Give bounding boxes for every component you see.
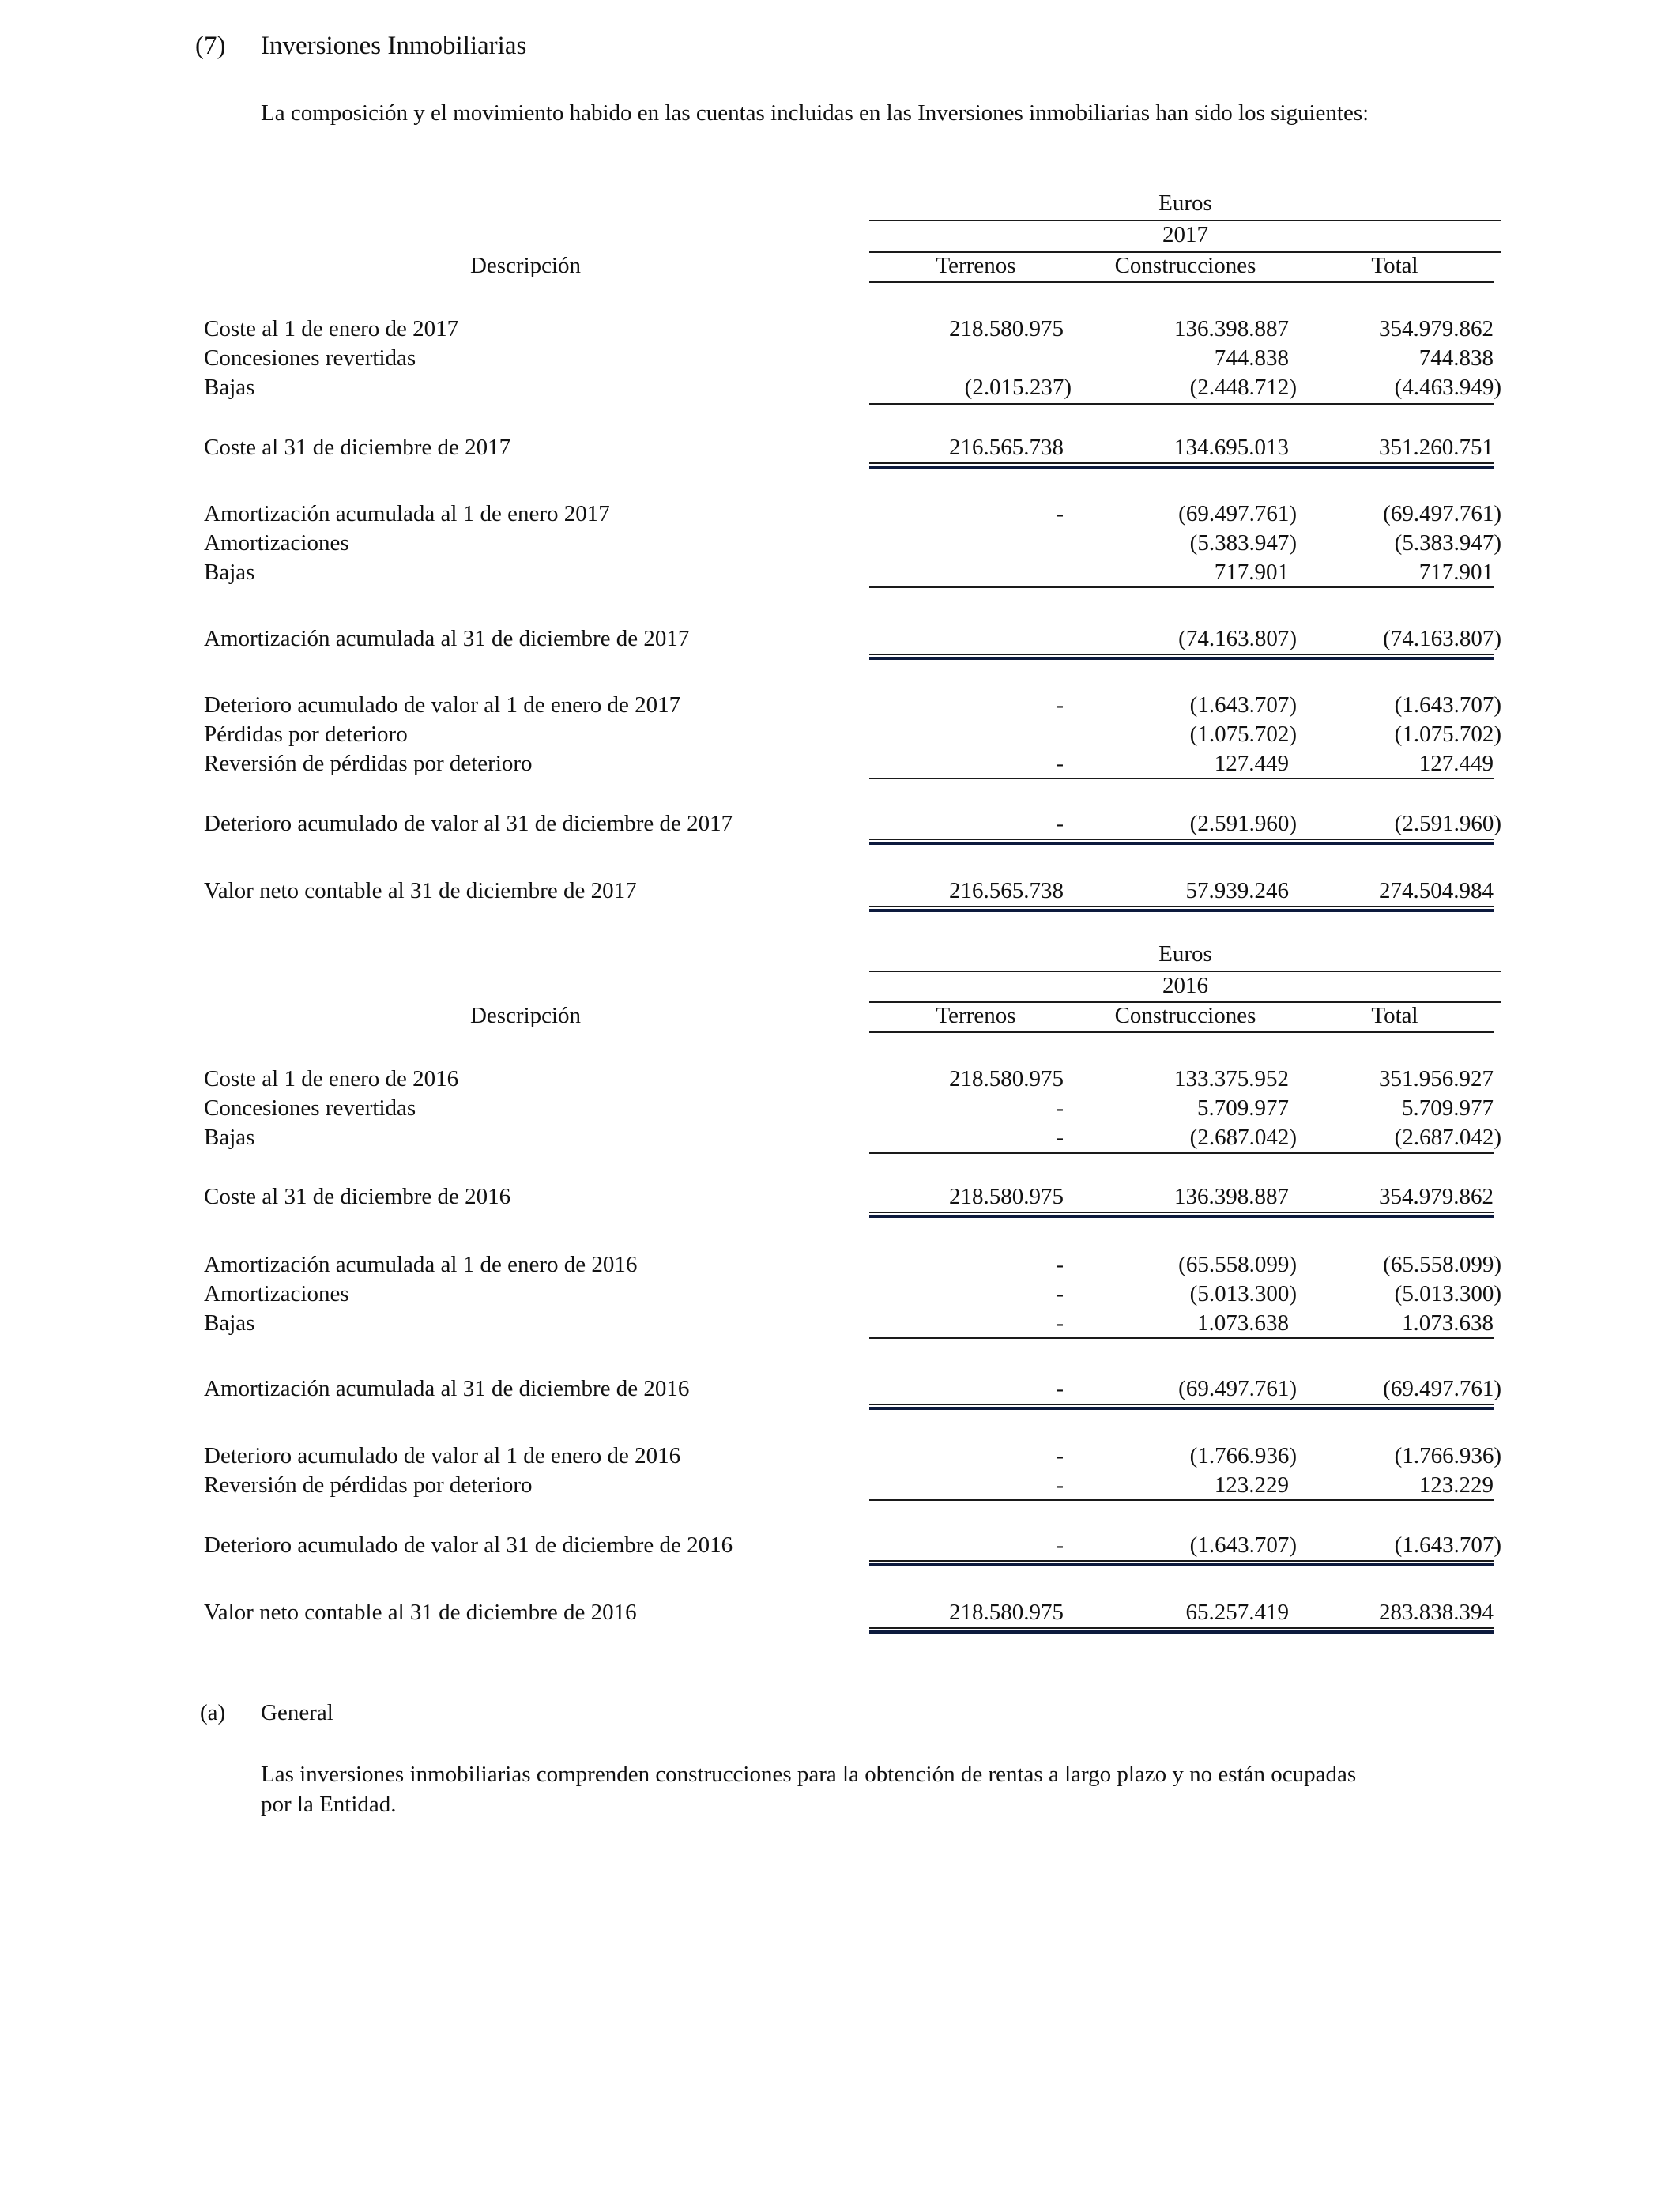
table-row: [0, 1281, 1680, 1311]
cell-total: 123.229: [1418, 1472, 1494, 1498]
cell-total: 127.449: [1418, 751, 1494, 776]
year-header: 2017: [1162, 222, 1208, 247]
cell-terrenos: -: [1056, 1252, 1064, 1277]
cell-terrenos: 218.580.975: [949, 1066, 1064, 1091]
cell-total: (2.591.960): [1394, 811, 1501, 836]
cell-total: (5.383.947): [1394, 530, 1501, 556]
table-row: [0, 1184, 1680, 1214]
cell-construcciones: 65.257.419: [1185, 1600, 1289, 1625]
row-label: Coste al 1 de enero de 2017: [204, 316, 459, 341]
row-label: Bajas: [204, 560, 255, 585]
section-number: (7): [195, 32, 226, 60]
cell-total: (69.497.761): [1383, 501, 1501, 526]
cell-terrenos: -: [1056, 1472, 1064, 1498]
cell-total: (1.075.702): [1394, 722, 1501, 747]
cell-terrenos: -: [1056, 751, 1064, 776]
currency-header: Euros: [1158, 941, 1212, 967]
table-row: [0, 626, 1680, 656]
header-rule: [869, 1031, 1494, 1033]
total-rule-thick: [869, 1563, 1494, 1566]
cell-terrenos: -: [1056, 1125, 1064, 1150]
total-rule-thick: [869, 909, 1494, 912]
cell-total: (4.463.949): [1394, 375, 1501, 400]
subsection-letter: (a): [200, 1700, 226, 1725]
total-rule-thick: [869, 1630, 1494, 1634]
column-header-construcciones: Construcciones: [1114, 1003, 1256, 1028]
table-row: [0, 530, 1680, 560]
total-rule: [869, 1212, 1494, 1213]
subtotal-rule: [869, 778, 1494, 779]
cell-construcciones: 127.449: [1214, 751, 1289, 776]
cell-total: (1.643.707): [1394, 692, 1501, 718]
row-label: Amortización acumulada al 31 de diciembre de 2016: [204, 1376, 690, 1401]
row-label: Coste al 1 de enero de 2016: [204, 1066, 459, 1091]
header-rule: [869, 281, 1494, 283]
row-label: Deterioro acumulado de valor al 31 de diciembre de 2016: [204, 1532, 733, 1558]
subtotal-rule: [869, 586, 1494, 588]
row-label: Concesiones revertidas: [204, 1095, 416, 1121]
column-header-terrenos: Terrenos: [936, 253, 1016, 278]
cell-total: 744.838: [1418, 345, 1494, 371]
table-row: [0, 435, 1680, 465]
row-label: Deterioro acumulado de valor al 1 de enero de 2016: [204, 1443, 681, 1468]
cell-total: (5.013.300): [1394, 1281, 1501, 1306]
column-header-total: Total: [1371, 1003, 1418, 1028]
table-row: [0, 1600, 1680, 1630]
cell-construcciones: (69.497.761): [1178, 1376, 1297, 1401]
cell-total: (1.643.707): [1394, 1532, 1501, 1558]
table-row: [0, 1472, 1680, 1502]
cell-terrenos: -: [1056, 692, 1064, 718]
subtotal-rule: [869, 1337, 1494, 1339]
subtotal-rule: [869, 403, 1494, 405]
table-row: [0, 1532, 1680, 1563]
table-row: [0, 1066, 1680, 1096]
section-title: Inversiones Inmobiliarias: [261, 32, 527, 60]
cell-terrenos: -: [1056, 1095, 1064, 1121]
cell-terrenos: -: [1056, 811, 1064, 836]
cell-construcciones: (69.497.761): [1178, 501, 1297, 526]
row-label: Bajas: [204, 1310, 255, 1336]
column-header-terrenos: Terrenos: [936, 1003, 1016, 1028]
cell-construcciones: 136.398.887: [1174, 316, 1289, 341]
cell-total: (69.497.761): [1383, 1376, 1501, 1401]
row-label: Pérdidas por deterioro: [204, 722, 408, 747]
table-row: [0, 1095, 1680, 1125]
total-rule: [869, 654, 1494, 655]
row-label: Reversión de pérdidas por deterioro: [204, 1472, 533, 1498]
table-row: [0, 345, 1680, 375]
cell-terrenos: -: [1056, 1443, 1064, 1468]
cell-construcciones: (1.075.702): [1189, 722, 1297, 747]
subsection-paragraph-line-2: por la Entidad.: [261, 1792, 397, 1817]
row-label: Valor neto contable al 31 de diciembre de 2016: [204, 1600, 637, 1625]
cell-total: (74.163.807): [1383, 626, 1501, 651]
cell-construcciones: 744.838: [1214, 345, 1289, 371]
description-header: Descripción: [469, 1003, 582, 1028]
subsection-title: General: [261, 1700, 333, 1725]
cell-terrenos: -: [1056, 1281, 1064, 1306]
table-row: [0, 1376, 1680, 1406]
row-label: Amortización acumulada al 31 de diciembre de 2017: [204, 626, 690, 651]
column-header-construcciones: Construcciones: [1114, 253, 1256, 278]
table-row: [0, 811, 1680, 841]
total-rule-thick: [869, 1407, 1494, 1410]
cell-construcciones: 134.695.013: [1174, 435, 1289, 460]
year-header: 2016: [1162, 973, 1208, 998]
table-row: [0, 692, 1680, 722]
row-label: Amortización acumulada al 1 de enero 2017: [204, 501, 610, 526]
cell-construcciones: 136.398.887: [1174, 1184, 1289, 1209]
cell-terrenos: 218.580.975: [949, 316, 1064, 341]
cell-total: (65.558.099): [1383, 1252, 1501, 1277]
currency-header: Euros: [1158, 190, 1212, 216]
cell-terrenos: 218.580.975: [949, 1600, 1064, 1625]
cell-construcciones: 123.229: [1214, 1472, 1289, 1498]
row-label: Bajas: [204, 375, 255, 400]
cell-construcciones: (65.558.099): [1178, 1252, 1297, 1277]
total-rule-thick: [869, 842, 1494, 845]
table-row: [0, 316, 1680, 346]
cell-construcciones: (1.766.936): [1189, 1443, 1297, 1468]
row-label: Amortización acumulada al 1 de enero de 2016: [204, 1252, 638, 1277]
cell-construcciones: 717.901: [1214, 560, 1289, 585]
cell-terrenos: 218.580.975: [949, 1184, 1064, 1209]
cell-terrenos: 216.565.738: [949, 878, 1064, 903]
cell-construcciones: 5.709.977: [1197, 1095, 1289, 1121]
row-label: Coste al 31 de diciembre de 2017: [204, 435, 511, 460]
cell-construcciones: 133.375.952: [1174, 1066, 1289, 1091]
row-label: Concesiones revertidas: [204, 345, 416, 371]
cell-terrenos: -: [1056, 1310, 1064, 1336]
total-rule-thick: [869, 1215, 1494, 1218]
table-row: [0, 1443, 1680, 1473]
table-row: [0, 1125, 1680, 1155]
header-rule: [869, 971, 1501, 972]
total-rule: [869, 462, 1494, 464]
cell-terrenos: -: [1056, 1532, 1064, 1558]
table-row: [0, 501, 1680, 531]
total-rule: [869, 1404, 1494, 1405]
intro-paragraph: La composición y el movimiento habido en las cuentas incluidas en las Inversiones inmobiliarias han sido los siguientes:: [261, 100, 1369, 126]
row-label: Reversión de pérdidas por deterioro: [204, 751, 533, 776]
table-row: [0, 751, 1680, 781]
total-rule: [869, 839, 1494, 840]
row-label: Deterioro acumulado de valor al 31 de diciembre de 2017: [204, 811, 733, 836]
row-label: Bajas: [204, 1125, 255, 1150]
subtotal-rule: [869, 1499, 1494, 1501]
cell-construcciones: (2.448.712): [1189, 375, 1297, 400]
cell-terrenos: (2.015.237): [964, 375, 1072, 400]
cell-terrenos: 216.565.738: [949, 435, 1064, 460]
table-row: [0, 1310, 1680, 1340]
cell-total: 274.504.984: [1379, 878, 1494, 903]
cell-construcciones: (74.163.807): [1178, 626, 1297, 651]
cell-construcciones: (1.643.707): [1189, 1532, 1297, 1558]
column-header-total: Total: [1371, 253, 1418, 278]
row-label: Valor neto contable al 31 de diciembre de 2017: [204, 878, 637, 903]
subtotal-rule: [869, 1152, 1494, 1154]
cell-total: 1.073.638: [1402, 1310, 1494, 1336]
cell-construcciones: (2.687.042): [1189, 1125, 1297, 1150]
cell-construcciones: 57.939.246: [1185, 878, 1289, 903]
cell-total: (2.687.042): [1394, 1125, 1501, 1150]
table-row: [0, 722, 1680, 752]
cell-total: 351.956.927: [1379, 1066, 1494, 1091]
cell-construcciones: (5.383.947): [1189, 530, 1297, 556]
total-rule: [869, 906, 1494, 907]
cell-terrenos: -: [1056, 501, 1064, 526]
cell-construcciones: (5.013.300): [1189, 1281, 1297, 1306]
cell-total: 717.901: [1418, 560, 1494, 585]
row-label: Amortizaciones: [204, 530, 349, 556]
row-label: Deterioro acumulado de valor al 1 de enero de 2017: [204, 692, 681, 718]
header-rule: [869, 220, 1501, 221]
subsection-paragraph-line-1: Las inversiones inmobiliarias comprenden construcciones para la obtención de rentas a largo plazo y no están ocupadas: [261, 1762, 1357, 1787]
total-rule-thick: [869, 657, 1494, 660]
cell-construcciones: 1.073.638: [1197, 1310, 1289, 1336]
cell-total: 283.838.394: [1379, 1600, 1494, 1625]
cell-total: 351.260.751: [1379, 435, 1494, 460]
cell-construcciones: (1.643.707): [1189, 692, 1297, 718]
total-rule: [869, 1627, 1494, 1629]
table-row: [0, 375, 1680, 405]
total-rule: [869, 1560, 1494, 1562]
table-row: [0, 878, 1680, 908]
row-label: Amortizaciones: [204, 1281, 349, 1306]
table-row: [0, 560, 1680, 590]
cell-construcciones: (2.591.960): [1189, 811, 1297, 836]
cell-total: (1.766.936): [1394, 1443, 1501, 1468]
description-header: Descripción: [469, 253, 582, 278]
row-label: Coste al 31 de diciembre de 2016: [204, 1184, 511, 1209]
total-rule-thick: [869, 466, 1494, 469]
cell-total: 5.709.977: [1402, 1095, 1494, 1121]
table-row: [0, 1252, 1680, 1282]
cell-terrenos: -: [1056, 1376, 1064, 1401]
cell-total: 354.979.862: [1379, 1184, 1494, 1209]
cell-total: 354.979.862: [1379, 316, 1494, 341]
